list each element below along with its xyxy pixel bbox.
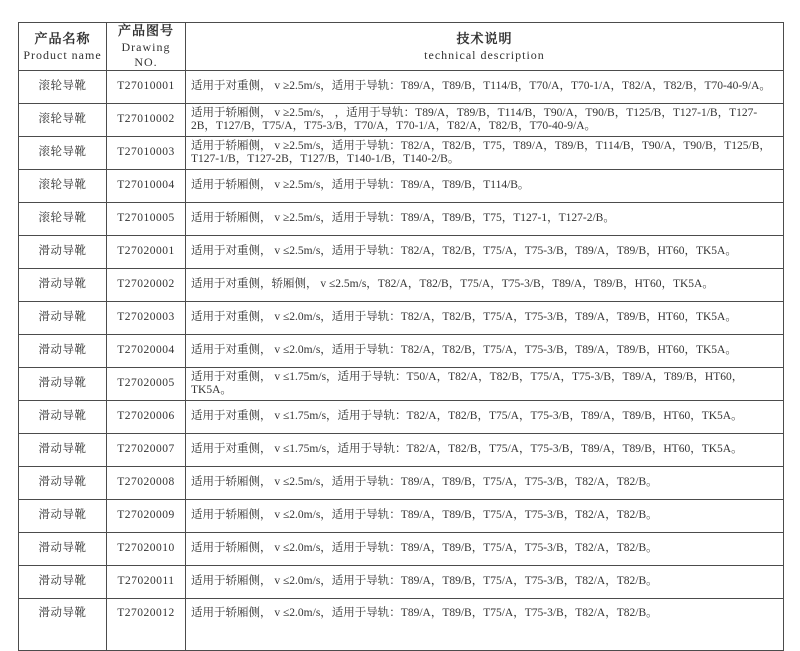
- drawing-no-cell: T27010003: [107, 137, 186, 170]
- drawing-no-cell: T27020002: [107, 269, 186, 302]
- product-name-cell: 滑动导靴: [19, 302, 107, 335]
- table-row: [19, 302, 784, 335]
- description-cell: 适用于轿厢侧， v ≤2.0m/s，适用于导轨：T89/A，T89/B，T75/A，T75-3/B，T82/A，T82/B。: [186, 599, 784, 651]
- description-cell: 适用于轿厢侧， v ≥2.5m/s，适用于导轨：T89/A，T89/B，T75，T127-1，T127-2/B。: [186, 203, 784, 236]
- drawing-no-cell: T27020009: [107, 500, 186, 533]
- product-name-cell: 滑动导靴: [19, 566, 107, 599]
- table-row: [19, 137, 784, 170]
- drawing-no-cell: T27020006: [107, 401, 186, 434]
- table-row: [19, 104, 784, 137]
- product-name-cell: 滚轮导靴: [19, 170, 107, 203]
- drawing-no-cell: T27010002: [107, 104, 186, 137]
- table-row: [19, 269, 784, 302]
- table-row: [19, 401, 784, 434]
- description-cell: 适用于对重侧， v ≤1.75m/s，适用于导轨：T82/A，T82/B，T75/A，T75-3/B，T89/A，T89/B，HT60，TK5A。: [186, 434, 784, 467]
- header-row: [19, 23, 784, 71]
- table-row: [19, 368, 784, 401]
- document-page: [18, 22, 783, 619]
- product-name-cell: 滑动导靴: [19, 236, 107, 269]
- description-cell: 适用于轿厢侧， v ≥2.5m/s，适用于导轨：T89/A，T89/B，T114/B。: [186, 170, 784, 203]
- header-product-name-en: Product name: [23, 47, 102, 62]
- description-cell: 适用于轿厢侧， v ≥2.5m/s， ，适用于导轨：T89/A，T89/B，T114/B，T90/A，T90/B，T125/B，T127-1/B，T127-2B，T127/B，T75/A，T75-3/B，T70/A，T70-1/A，T82/A，T82/B，T70-40-9/A。: [186, 104, 784, 137]
- table-row: [19, 170, 784, 203]
- drawing-no-cell: T27010005: [107, 203, 186, 236]
- header-product-name: [19, 23, 107, 71]
- table-row: [19, 566, 784, 599]
- drawing-no-cell: T27020012: [107, 599, 186, 651]
- table-row: [19, 467, 784, 500]
- header-product-name-zh: 产品名称: [34, 30, 91, 46]
- table-row: [19, 236, 784, 269]
- product-name-cell: 滚轮导靴: [19, 137, 107, 170]
- drawing-no-cell: T27020003: [107, 302, 186, 335]
- product-name-cell: 滚轮导靴: [19, 104, 107, 137]
- drawing-no-cell: T27020011: [107, 566, 186, 599]
- description-cell: 适用于对重侧， v ≤2.5m/s，适用于导轨：T82/A，T82/B，T75/A，T75-3/B，T89/A，T89/B，HT60，TK5A。: [186, 236, 784, 269]
- table-body: [19, 71, 784, 651]
- product-name-cell: 滑动导靴: [19, 533, 107, 566]
- product-name-cell: 滑动导靴: [19, 599, 107, 651]
- product-name-cell: 滚轮导靴: [19, 71, 107, 104]
- table-row: [19, 500, 784, 533]
- header-drawing-no-en: Drawing NO.: [121, 40, 171, 69]
- description-cell: 适用于对重侧，轿厢侧， v ≤2.5m/s，T82/A，T82/B，T75/A，T75-3/B，T89/A，T89/B，HT60，TK5A。: [186, 269, 784, 302]
- description-cell: 适用于对重侧， v ≤2.0m/s，适用于导轨：T82/A，T82/B，T75/A，T75-3/B，T89/A，T89/B，HT60，TK5A。: [186, 302, 784, 335]
- header-technical-description-zh: 技术说明: [456, 30, 513, 46]
- product-name-cell: 滑动导靴: [19, 401, 107, 434]
- table-row: [19, 533, 784, 566]
- header-drawing-no: [107, 23, 186, 71]
- product-name-cell: 滑动导靴: [19, 335, 107, 368]
- description-cell: 适用于轿厢侧， v ≤2.0m/s，适用于导轨：T89/A，T89/B，T75/A，T75-3/B，T82/A，T82/B。: [186, 566, 784, 599]
- header-technical-description: [186, 23, 784, 71]
- drawing-no-cell: T27020007: [107, 434, 186, 467]
- header-drawing-no-zh: 产品图号: [117, 23, 174, 38]
- table-row: [19, 335, 784, 368]
- description-cell: 适用于轿厢侧， v ≤2.0m/s，适用于导轨：T89/A，T89/B，T75/A，T75-3/B，T82/A，T82/B。: [186, 500, 784, 533]
- description-cell: 适用于对重侧， v ≤1.75m/s，适用于导轨：T50/A，T82/A，T82/B，T75/A，T75-3/B，T89/A，T89/B，HT60，TK5A。: [186, 368, 784, 401]
- drawing-no-cell: T27010001: [107, 71, 186, 104]
- product-name-cell: 滑动导靴: [19, 269, 107, 302]
- drawing-no-cell: T27020004: [107, 335, 186, 368]
- table-row: [19, 203, 784, 236]
- table-row: [19, 599, 784, 651]
- description-cell: 适用于对重侧， v ≤1.75m/s，适用于导轨：T82/A，T82/B，T75/A，T75-3/B，T89/A，T89/B，HT60，TK5A。: [186, 401, 784, 434]
- description-cell: 适用于轿厢侧， v ≤2.0m/s，适用于导轨：T89/A，T89/B，T75/A，T75-3/B，T82/A，T82/B。: [186, 533, 784, 566]
- product-name-cell: 滚轮导靴: [19, 203, 107, 236]
- product-catalog-table: [18, 22, 784, 651]
- drawing-no-cell: T27020001: [107, 236, 186, 269]
- description-cell: 适用于轿厢侧， v ≤2.5m/s，适用于导轨：T89/A，T89/B，T75/A，T75-3/B，T82/A，T82/B。: [186, 467, 784, 500]
- table-row: [19, 434, 784, 467]
- product-name-cell: 滑动导靴: [19, 467, 107, 500]
- table-row: [19, 71, 784, 104]
- drawing-no-cell: T27020005: [107, 368, 186, 401]
- description-cell: 适用于轿厢侧， v ≥2.5m/s，适用于导轨：T82/A，T82/B，T75，T89/A，T89/B，T114/B，T90/A，T90/B，T125/B，T127-1/B，T127-2B，T127/B，T140-1/B，T140-2/B。: [186, 137, 784, 170]
- header-technical-description-en: technical description: [424, 47, 545, 62]
- description-cell: 适用于对重侧， v ≥2.5m/s，适用于导轨：T89/A，T89/B，T114/B，T70/A，T70-1/A，T82/A，T82/B，T70-40-9/A。: [186, 71, 784, 104]
- drawing-no-cell: T27020008: [107, 467, 186, 500]
- product-name-cell: 滑动导靴: [19, 434, 107, 467]
- drawing-no-cell: T27020010: [107, 533, 186, 566]
- product-name-cell: 滑动导靴: [19, 368, 107, 401]
- description-cell: 适用于对重侧， v ≤2.0m/s，适用于导轨：T82/A，T82/B，T75/A，T75-3/B，T89/A，T89/B，HT60，TK5A。: [186, 335, 784, 368]
- product-name-cell: 滑动导靴: [19, 500, 107, 533]
- drawing-no-cell: T27010004: [107, 170, 186, 203]
